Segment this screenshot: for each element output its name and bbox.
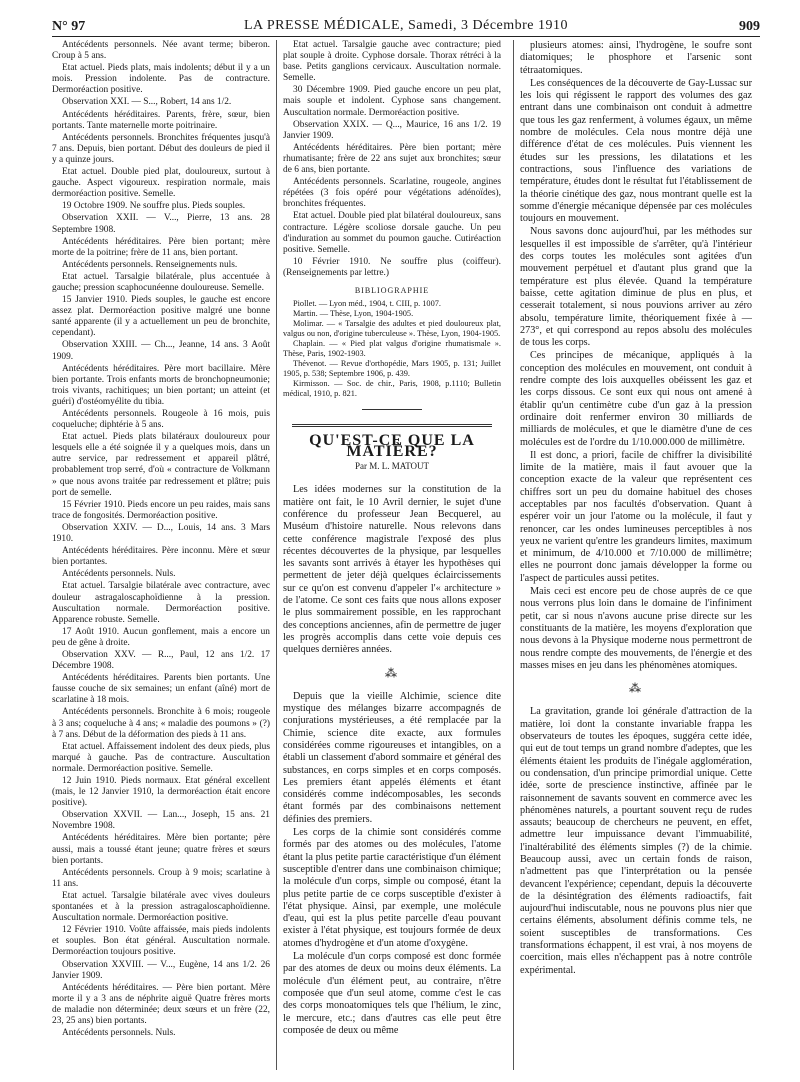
paragraph: Antécédents héréditaires. Père mort bacillaire. Mère bien portante. Trois enfants morts de bronchopneumonie; trois vivants, rachitiques; un bien portant; un atteint (et guéri) d'ostéomyélite du tibia. xyxy=(52,363,270,407)
paragraph: 12 Février 1910. Voûte affaissée, mais pieds indolents et souples. Bon état général. Auscultation normale. Dermoréaction toujours positive. xyxy=(52,925,270,958)
paragraph: 30 Décembre 1909. Pied gauche encore un peu plat, mais souple et indolent. Cyphose sans changement. Auscultation normale. Dermoréaction positive. xyxy=(283,85,501,118)
section-stars: ⁂ xyxy=(629,681,643,696)
paragraph: Antécédents personnels. Nuls. xyxy=(62,1028,176,1039)
paragraph: Antécédents personnels. Rougeole à 16 mois, puis coqueluche; diphtérie à 5 ans. xyxy=(52,409,270,431)
article-paragraph: Depuis que la vieille Alchimie, science dite mystique des mélanges bizarre accompagnés de conjurations mystérieuses, a été remplacée par la Chimie, science dite exacte, aux formules considérées comme rigoureuses et intangibles, on a établi un classement d'abord sommaire et général des substances, en corps simples et en corps composés. Les premiers étant appelés éléments et étant considérés comme indécomposables, les seconds étant formés par des combinaisons nettement définies des premiers. xyxy=(283,690,501,825)
section-stars: ⁂ xyxy=(385,665,399,680)
column-2 xyxy=(283,40,501,1070)
paragraph: Antécédents personnels. Nuls. xyxy=(62,569,176,580)
paragraph: Etat actuel. Tarsalgie bilatérale avec vives douleurs spontanées et à la pression astragaloscaphoïdienne. Auscultation normale. Dermoréaction positive. xyxy=(52,890,270,924)
paragraph: 17 Août 1910. Aucun gonflement, mais a encore un peu de gêne à droite. xyxy=(52,626,270,648)
paragraph: Observation XXIV. — D..., Louis, 14 ans. 3 Mars 1910. xyxy=(52,522,270,545)
column-rule xyxy=(276,40,277,1070)
issue-number: N° 97 xyxy=(52,19,86,34)
article-paragraph: plusieurs atomes: ainsi, l'hydrogène, le soufre sont diatomiques; le phosphore et l'arsenic sont tétraatomiques. xyxy=(520,40,752,76)
article-paragraph: Nous savons donc aujourd'hui, par les méthodes sur lesquelles il est impossible de s'arrêter, qu'à l'intérieur des corps toutes les molécules sont agitées d'un mouvement perpétuel et d'autant plus grand que la température est plus élevée. Quand la température baisse, cette agitation diminue de plus en plus, et cesserait totalement, si nous pouvions arriver au zéro absolu, température limite, théoriquement fixée à — 273°, et qui correspond au repos absolu des molécules de tous les corps. xyxy=(520,226,752,349)
divider xyxy=(362,409,422,410)
bibliography-entry: Thévenot. — Revue d'orthopédie, Mars 1905, p. 131; Juillet 1905, p. 538; Septembre 1906, p. 439. xyxy=(283,359,501,379)
article-paragraph: Les corps de la chimie sont considérés comme formés par des atomes ou des molécules, l'atome étant la plus petite partie caractéristique d'un élément susceptible d'entrer dans une combinaison chimique; la molécule d'un corps, simple ou composé, étant la plus petite partie de ce corps susceptible d'exister à l'état physique. Ainsi, par exemple, une molécule d'eau, qui est la plus petite parcelle d'eau pouvant exister à l'état physique, est toujours formée de deux atomes d'hydrogène et d'un atome d'oxygène. xyxy=(283,827,501,949)
column-rule xyxy=(513,40,514,1070)
column-observations-1 xyxy=(52,40,270,1070)
paragraph: Antécédents héréditaires. Parents bien portants. Une fausse couche de six semaines; un enfant (aîné) mort de scarlatine à 18 mois. xyxy=(52,673,270,706)
paragraph: Antécédents héréditaires. Père bien portant; mère rhumatisante; frère de 22 ans sujet aux bronchites; sœur de 6 ans, bien portante. xyxy=(283,142,501,176)
bibliography-entry: Chaplain. — « Pied plat valgus d'origine rhumatismale ». Thèse, Paris, 1902-1903. xyxy=(283,339,501,359)
paragraph: 15 Février 1910. Pieds encore un peu raides, mais sans trace de fongosités. Dermoréaction positive. xyxy=(52,499,270,521)
paragraph: 10 Février 1910. Ne souffre plus (coiffeur). (Renseignements par lettre.) xyxy=(283,256,501,278)
article-paragraph: La gravitation, grande loi générale d'attraction de la matière, loi dont la constante invariable frappa les observateurs de toutes les époques, suggéra cette idée, qui eut de tout temps un grand nombre d'adeptes, que les éléments étaient les produits de l'inégale agglomération, ou condensation, d'un principe primordial unique. Cette idée, sorte de prescience instinctive, affinée par le raisonnement de savants souvent en commerce avec les phénomènes naturels, a pourtant souvent reçu de rudes assauts; beaucoup de chercheurs ne peuvent, en effet, admettre leur impuissance devant l'immuabilité, l'inaltérabilité des éléments simples (?) de la chimie. Beaucoup aussi, avec un certain fonds de raison, n'admettent pas que l'interprétation ou la pensée devancent l'expérience; cependant, depuis la découverte de la désintégration des éléments radioactifs, fait aujourd'hui indiscutable, nous ne pouvons plus nier que certains éléments, absolument définis comme tels, ne soient susceptibles de transformations. Ces transformations échappent, il est vrai, à nos moyens de coercition, mais elles n'échappent pas à notre contrôle expérimental. xyxy=(520,706,752,976)
article-body-col2 xyxy=(283,484,501,1037)
paragraph: Etat actuel. Affaissement indolent des deux pieds, plus marqué à gauche. Pas de contracture. Auscultation normale. Dermoréaction positive. Semelle. xyxy=(52,741,270,774)
paragraph: Observation XXIII. — Ch..., Jeanne, 14 ans. 3 Août 1909. xyxy=(52,340,270,362)
paragraph: 15 Janvier 1910. Pieds souples, le gauche est encore assez plat. Dermoréaction positive malgré une bonne santé apparente (il y a actuellement un peu de bronchite, cependant). xyxy=(52,295,270,339)
bibliography-entry: Martin. — Thèse, Lyon, 1904-1905. xyxy=(293,309,414,319)
paragraph: Antécédents héréditaires. Mère bien portante; père aussi, mais a toussé étant jeune; quatre frères et sœurs bien portants. xyxy=(52,833,270,866)
paragraph: Antécédents personnels. Bronchites fréquentes jusqu'à 7 ans. Depuis, bien portant. Début des douleurs de pied il y a quinze jours. xyxy=(52,132,270,165)
paragraph: Observation XXI. — S..., Robert, 14 ans 1/2. xyxy=(62,97,232,108)
bibliography-list xyxy=(283,299,501,399)
paragraph: Etat actuel. Tarsalgie gauche avec contracture; pied plat souple à droite. Cyphose dorsale. Thorax rétréci à la base. Petits ganglions cervicaux. Auscultation normale. Semelle. xyxy=(283,40,501,84)
paragraph: 19 Octobre 1909. Ne souffre plus. Pieds souples. xyxy=(62,201,246,212)
bibliography-heading: BIBLIOGRAPHIE xyxy=(354,285,430,295)
paragraph: Etat actuel. Tarsalgie bilatérale, plus accentuée à gauche; pression scaphocunéenne douloureuse. Semelle. xyxy=(52,271,270,293)
paragraph: Etat actuel. Tarsalgie bilatérale avec contracture, avec douleur astragaloscaphoïdienne à la pression. Auscultation normale. Dermoréaction positive. Apparence robuste. Semelle. xyxy=(52,581,270,625)
article-paragraph: Il est donc, a priori, facile de chiffrer la divisibilité limite de la matière, mais il faut avouer que la conception exacte de la valeur que représentent ces chiffres sort un peu du domaine habituel des choses acceptables par nos facultés d'observation. Quant à espérer voir un jour l'atome ou la molécule, il faut y renoncer, car les ondes lumineuses perceptibles à nos yeux ne varient qu'entre les grandeurs limites, maximum et minimum, de 4/10.000 et 7/10.000 de millimètre; elles ne pourront donc jamais développer la forme ou l'aspect de particules aussi petites. xyxy=(520,449,752,584)
page-folio: 909 xyxy=(739,19,760,34)
paragraph: Observation XXII. — V..., Pierre, 13 ans. 28 Septembre 1908. xyxy=(52,213,270,235)
paragraph: Antécédents héréditaires. Père inconnu. Mère et sœur bien portantes. xyxy=(52,546,270,568)
paragraph: Etat actuel. Double pied plat bilatéral douloureux, sans contracture. Légère scoliose dorsale gauche. Un peu d'induration au sommet du poumon gauche. Cutiréaction positive. Semelle. xyxy=(283,211,501,255)
paragraph: Antécédents héréditaires. Parents, frère, sœur, bien portants. Tante maternelle morte poitrinaire. xyxy=(52,109,270,131)
observations-continued xyxy=(283,40,501,279)
article-paragraph: Les idées modernes sur la constitution de la matière ont fait, le 10 Avril dernier, le sujet d'une conférence du professeur Jean Becquerel, au Muséum d'histoire naturelle. Nous relevons dans cette conférence magistrale l'exposé des plus récentes découvertes de la physique, par lesquelles les savants sont arrivés à étayer les hypothèses qui permettent de jeter déjà quelques éclaircissements sur ce qu'on est convenu d'appeler l'« architecture » de l'atome. Ce sont ces faits que nous allons exposer le plus sommairement possible, en les rapprochant des conceptions anciennes, afin de permettre de juger les progrès accomplis dans cette voie depuis ces quelques dernières années. xyxy=(283,484,501,656)
paragraph: Antécédents héréditaires. — Père bien portant. Mère morte il y a 3 ans de néphrite aiguë Quatre frères morts de maladie non déterminée; deux sœurs et un frère (22, 23, 25 ans) bien portants. xyxy=(52,982,270,1026)
paragraph: Antécédents personnels. Renseignements nuls. xyxy=(62,259,238,270)
paragraph: Etat actuel. Pieds plats, mais indolents; début il y a un mois. Pression indolente. Pas de contracture. Dermoréaction positive. xyxy=(52,63,270,96)
paragraph: Observation XXV. — R..., Paul, 12 ans 1/2. 17 Décembre 1908. xyxy=(52,649,270,672)
paragraph: Observation XXIX. — Q..., Maurice, 16 ans 1/2. 19 Janvier 1909. xyxy=(283,119,501,141)
paragraph: Antécédents personnels. Née avant terme; biberon. Croup à 5 ans. xyxy=(52,40,270,62)
article-byline: Par M. L. MATOUT xyxy=(354,461,430,472)
article-paragraph: Les conséquences de la découverte de Gay-Lussac sur les lois qui régissent le rapport des volumes des gaz entrant dans une combinaison ont conduit à admettre que tous les gaz renferment, à volumes égaux, un même nombre de molécules. Cela nous montre déjà une différence d'état de ces molécules. Puis viennent les études sur les pressions, les dilatations et les contractions, sous l'influence des variations de température, études dont le résultat fut l'établissement de la théorie cinétique des gaz, nous montrant quelle est la somme d'énergie mécanique dépensée par ces molécules toujours en mouvement. xyxy=(520,77,752,225)
column-3 xyxy=(520,40,752,1070)
bibliography-entry: Piollet. — Lyon méd., 1904, t. CIII, p. 1007. xyxy=(293,299,441,309)
paragraph: 12 Juin 1910. Pieds normaux. Etat général excellent (mais, le 12 Janvier 1910, la dermoréaction était encore positive). xyxy=(52,776,270,809)
article-title: QU'EST-CE QUE LA MATIÈRE? xyxy=(309,432,475,461)
article-paragraph: Ces principes de mécanique, appliqués à la conception des molécules en mouvement, ont conduit à rendre compte des lois auxquelles obéissent les gaz et les corps dissous. Ce sont eux qui nous ont amené à établir qu'un centimètre cube d'un gaz à la pression ordinaire doit renfermer environ 30 milliards de milliards de molécules, et que le diamètre d'une de ces molécules est de l'ordre du 1/10.000.000 de millimètre. xyxy=(520,350,752,448)
page-header xyxy=(52,16,760,37)
paragraph: Etat actuel. Double pied plat, douloureux, surtout à gauche. Aspect vigoureux. respiration normale, mais dermoréaction positive. Semelle. xyxy=(52,167,270,200)
article-paragraph: Mais ceci est encore peu de chose auprès de ce que nous verrons plus loin dans le domaine de l'infiniment petit, car si nous n'avons aucune prise directe sur les constituants de la matière, les moyens d'exploration que nous devons à la Physique moderne nous permettront de nous rendre compte des mouvements, de l'énergie et des masses mises en jeu dans les phénomènes atomiques. xyxy=(520,586,752,671)
article-paragraph: La molécule d'un corps composé est donc formée par des atomes de deux ou moins deux éléments. La molécule d'un élément peut, au contraire, n'être composée que d'un seul atome, comme c'est le cas des corps monoatomiques tels que l'hélium, le zinc, le mercure, etc.; dans d'autres cas elle peut être composée de deux ou même xyxy=(283,951,501,1036)
bibliography-entry: Kirmisson. — Soc. de chir., Paris, 1908, p.1110; Bulletin médical, 1910, p. 821. xyxy=(283,379,501,399)
bibliography-entry: Molimar. — « Tarsalgie des adultes et pied douloureux plat, valgus ou non, d'origine tuberculeuse ». Thèse, Lyon, 1904-1905. xyxy=(283,319,501,339)
paragraph: Antécédents personnels. Croup à 9 mois; scarlatine à 11 ans. xyxy=(52,867,270,889)
paragraph: Observation XXVIII. — V..., Eugène, 14 ans 1/2. 26 Janvier 1909. xyxy=(52,959,270,981)
paragraph: Antécédents héréditaires. Père bien portant; mère morte de la poitrine; frère de 11 ans, bien portant. xyxy=(52,236,270,258)
divider-double xyxy=(292,424,492,427)
paragraph: Observation XXVII. — Lan..., Joseph, 15 ans. 21 Novembre 1908. xyxy=(52,810,270,832)
paragraph: Antécédents personnels. Scarlatine, rougeole, angines répétées (3 fois opéré pour végétations adénoïdes), bronchites fréquentes. xyxy=(283,177,501,210)
paragraph: Antécédents personnels. Bronchite à 6 mois; rougeole à 3 ans; coqueluche à 4 ans; « maladie des poumons » (?) à 7 ans. Début de la déformation des pieds à 11 ans. xyxy=(52,707,270,740)
paragraph: Etat actuel. Pieds plats bilatéraux douloureux pour lesquels elle a été soignée il y a quelques mois, dans un autre service, par redressement et appareil plâtré, probablement trop serré, d'où « contracture de Volkmann » que nous avons traitée par redressement et plâtre; puis port de semelle. xyxy=(52,432,270,498)
journal-title: LA PRESSE MÉDICALE, Samedi, 3 Décembre 1910 xyxy=(243,18,569,33)
